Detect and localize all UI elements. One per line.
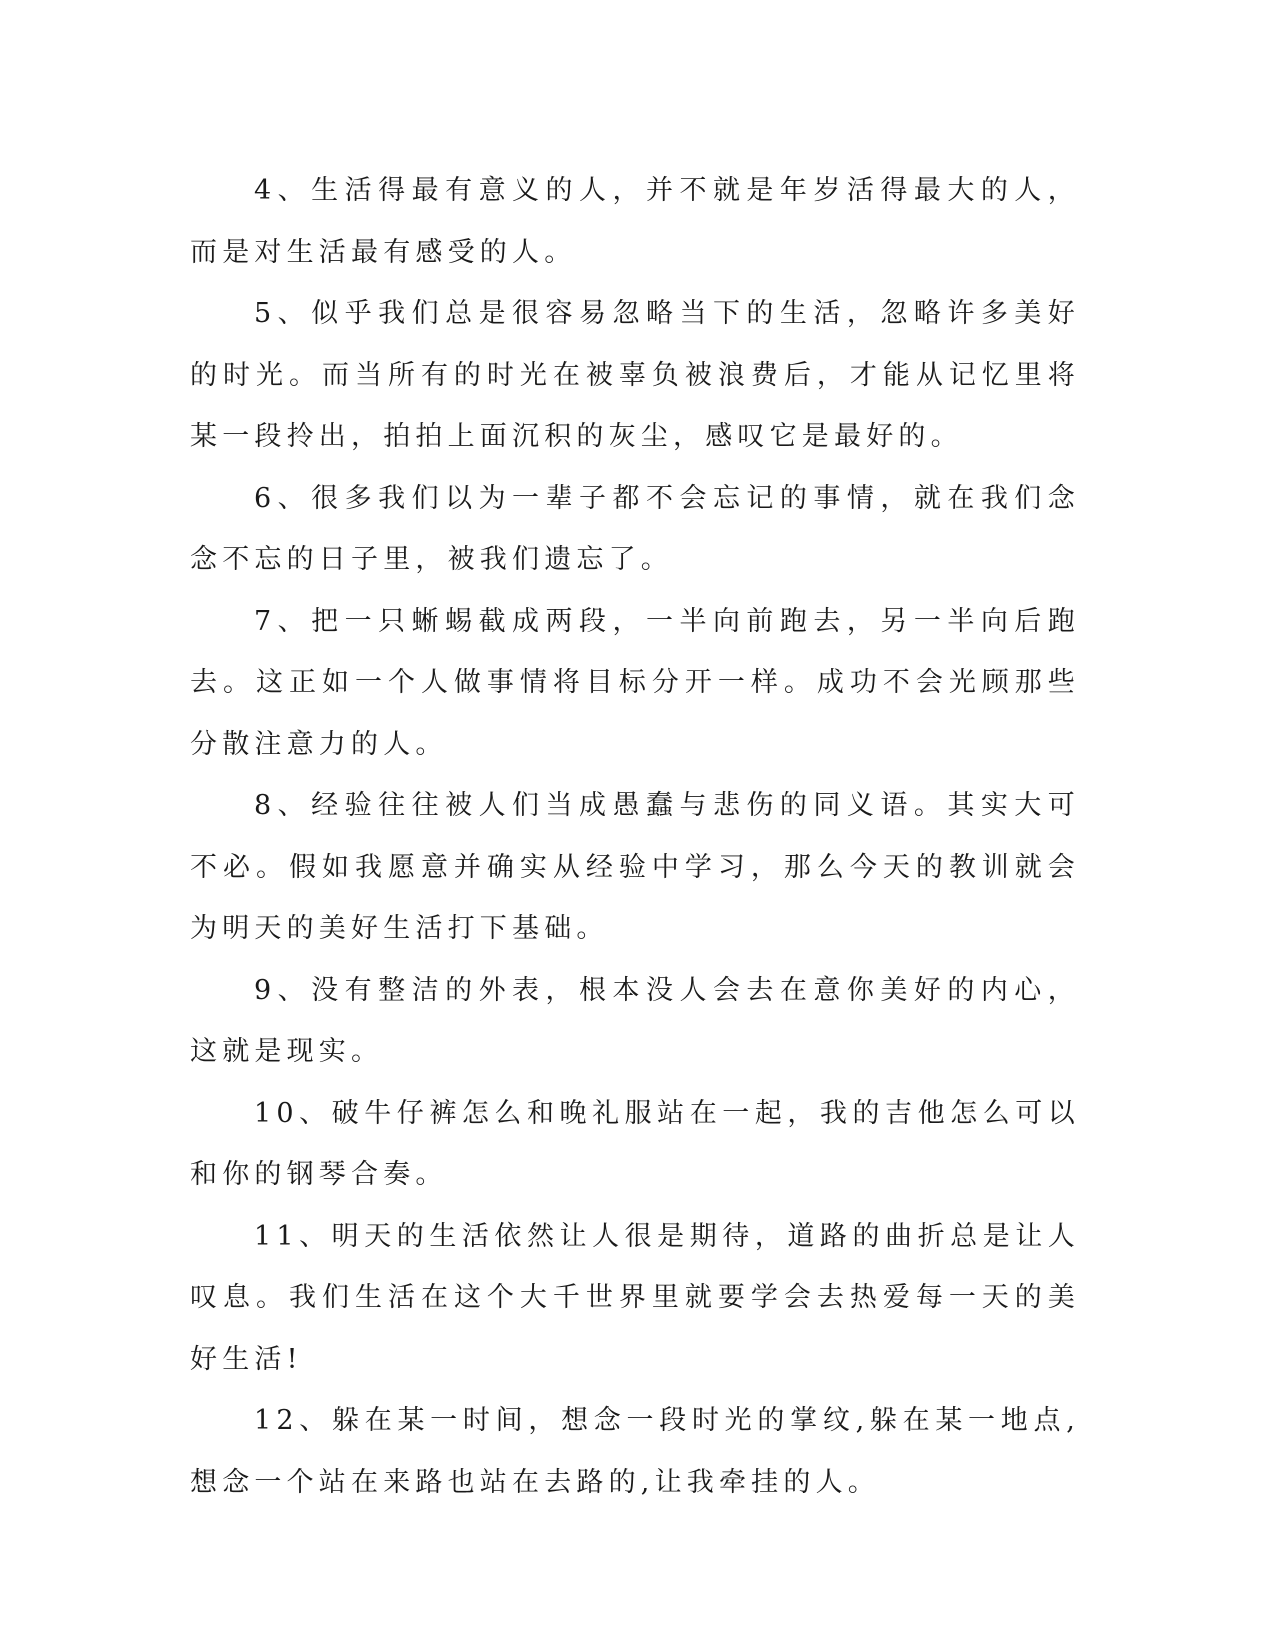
paragraph-6: 6、很多我们以为一辈子都不会忘记的事情，就在我们念念不忘的日子里，被我们遗忘了。 xyxy=(190,482,1080,575)
document-body xyxy=(190,160,1080,1513)
paragraph-4: 4、生活得最有意义的人，并不就是年岁活得最大的人，而是对生活最有感受的人。 xyxy=(190,175,1080,268)
paragraph-12: 12、躲在某一时间，想念一段时光的掌纹,躲在某一地点,想念一个站在来路也站在去路的,让我牵挂的人。 xyxy=(190,1405,1080,1498)
paragraph-11: 11、明天的生活依然让人很是期待，道路的曲折总是让人叹息。我们生活在这个大千世界里就要学会去热爱每一天的美好生活! xyxy=(190,1220,1080,1375)
paragraph-5: 5、似乎我们总是很容易忽略当下的生活，忽略许多美好的时光。而当所有的时光在被辜负被浪费后，才能从记忆里将某一段拎出，拍拍上面沉积的灰尘，感叹它是最好的。 xyxy=(190,298,1080,452)
paragraph-8: 8、经验往往被人们当成愚蠢与悲伤的同义语。其实大可不必。假如我愿意并确实从经验中学习，那么今天的教训就会为明天的美好生活打下基础。 xyxy=(190,790,1080,944)
paragraph-9: 9、没有整洁的外表，根本没人会去在意你美好的内心，这就是现实。 xyxy=(190,974,1080,1067)
paragraph-7: 7、把一只蜥蜴截成两段，一半向前跑去，另一半向后跑去。这正如一个人做事情将目标分开一样。成功不会光顾那些分散注意力的人。 xyxy=(190,605,1080,760)
paragraph-10: 10、破牛仔裤怎么和晚礼服站在一起，我的吉他怎么可以和你的钢琴合奏。 xyxy=(190,1097,1080,1190)
